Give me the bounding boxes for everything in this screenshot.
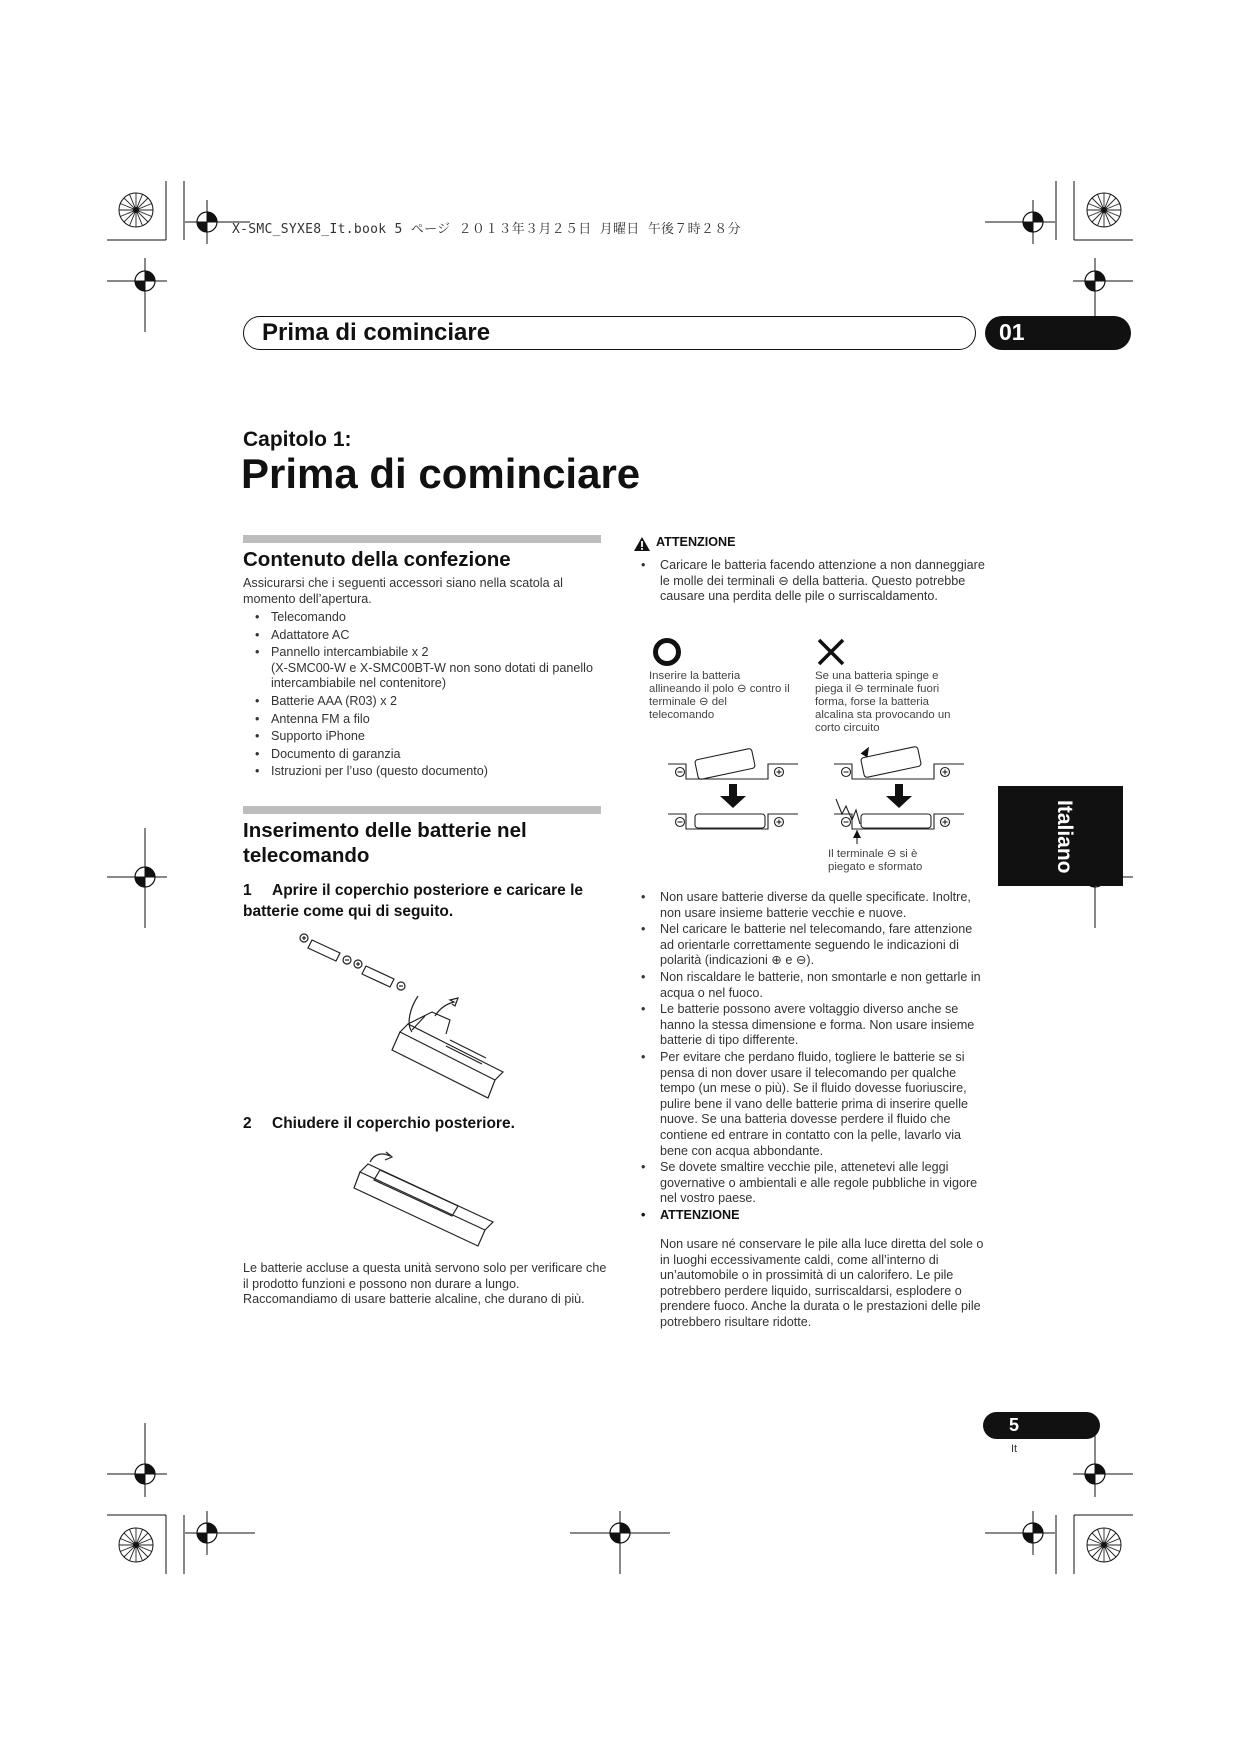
correct-circle-icon — [652, 637, 682, 667]
step-1-text: Aprire il coperchio posteriore e caricare le batterie come qui di seguito. — [243, 882, 583, 920]
file-header: X-SMC_SYXE8_It.book 5 ページ ２０１３年３月２５日 月曜日 午後７時２８分 — [232, 222, 741, 237]
list-item-text: Pannello intercambiabile x 2 — [271, 645, 429, 660]
list-item: • Batterie AAA (R03) x 2 — [243, 694, 613, 710]
page-number-badge — [983, 1412, 1100, 1439]
batteries-note: Le batterie accluse a questa unità servono solo per verificare che il prodotto funzioni e possono non durare a lungo. Raccomandiamo di usare batterie alcaline, che durano di più. — [243, 1261, 607, 1307]
list-item: • Documento di garanzia — [243, 747, 613, 763]
list-item-subtext: (X-SMC00-W e X-SMC00BT-W non sono dotati di panello intercambiabile nel contenitore) — [271, 660, 593, 691]
caution-second-title: ATTENZIONE — [660, 1207, 740, 1222]
bent-terminal-caption: Il terminale ⊖ si è piegato e sformato — [828, 848, 923, 873]
battery-insert-illustration — [290, 928, 550, 1108]
chapter-number-badge — [985, 316, 1131, 350]
list-item: • Non usare batterie diverse da quelle specificate. Inoltre, non usare insieme batterie vecchie e nuove. — [637, 890, 987, 921]
step-1 — [243, 880, 603, 922]
chapter-title: Prima di cominciare — [241, 450, 641, 497]
close-cover-illustration — [350, 1150, 500, 1250]
list-item: • Se dovete smaltire vecchie pile, attenetevi alle leggi governative o ambientali e alle regole pubbliche in vigore nel vostro paese. — [637, 1160, 987, 1207]
list-item: • Le batterie possono avere voltaggio diverso anche se hanno la stessa dimensione e forma. Non usare insieme batterie di tipo differente. — [637, 1002, 987, 1049]
contents-intro: Assicurarsi che i seguenti accessori siano nella scatola al momento dell’apertura. — [243, 576, 563, 606]
caution-list — [637, 890, 987, 1224]
list-item — [637, 1208, 987, 1224]
batteries-heading: Inserimento delle batterie nel telecomando — [243, 819, 527, 867]
section-divider — [243, 806, 601, 814]
caution-second-text: Non usare né conservare le pile alla luce diretta del sole o in luoghi eccessivamente caldi, come all’interno di un’automobile o in prossimità di un calorifero. Le pile potrebbero perdere liquido, surriscaldarsi, esplodere o prendere fuoco. Anche la durata o le prestazioni delle pile potrebbero risultare ridotte. — [660, 1237, 984, 1329]
correct-caption: Inserire la batteria allineando il polo ⊖ contro il terminale ⊖ del telecomando — [649, 670, 790, 721]
wrong-before — [834, 746, 964, 779]
list-item — [243, 645, 613, 692]
contents-heading: Contenuto della confezione — [243, 548, 511, 571]
list-item: • Antenna FM a filo — [243, 712, 613, 728]
correct-after — [668, 814, 798, 829]
warning-icon — [633, 536, 651, 552]
list-item: • Per evitare che perdano fluido, togliere le batterie se si pensa di non dover usare il telecomando per qualche tempo (un mese o più). Se il fluido dovesse fuoriuscire, pulire bene il vano delle batterie prima di inserire quelle nuove. Se una batteria dovesse perdere il fluido che contiene ed entrare in contatto con la pelle, lavarlo via bene con acqua abbondante. — [637, 1050, 987, 1159]
section-header-title: Prima di cominciare — [262, 319, 491, 346]
list-item: • Nel caricare le batterie nel telecomando, fare attenzione ad orientarle correttamente seguendo le indicazioni di polarità (indicazioni ⊕ e ⊖). — [637, 922, 987, 969]
caution-title: ATTENZIONE — [656, 535, 736, 549]
section-divider — [243, 535, 601, 543]
section-header — [243, 316, 976, 350]
language-tab-label: Italiano — [1053, 800, 1076, 874]
step-1-number: 1 — [243, 882, 252, 899]
wrong-cross-icon — [816, 637, 846, 667]
list-item: • Non riscaldare le batterie, non smontarle e non gettarle in acqua o nel fuoco. — [637, 970, 987, 1001]
chapter-number: 01 — [999, 319, 1025, 345]
list-item: • Caricare le batteria facendo attenzione a non danneggiare le molle dei terminali ⊖ della batteria. Questo potrebbe causare una perdita delle pile o surriscaldamento. — [637, 558, 987, 605]
correct-before — [668, 748, 798, 780]
list-item: • Istruzioni per l’uso (questo documento) — [243, 764, 613, 780]
list-item: • Supporto iPhone — [243, 729, 613, 745]
page-number: 5 — [1009, 1415, 1020, 1435]
list-item: • Adattatore AC — [243, 628, 613, 644]
chapter-label: Capitolo 1: — [243, 428, 352, 451]
battery-terminal-diagram — [668, 744, 968, 849]
contents-list — [243, 610, 613, 782]
list-item: • Telecomando — [243, 610, 613, 626]
caution-first-list — [637, 558, 987, 606]
wrong-caption: Se una batteria spinge e piega il ⊖ terminale fuori forma, forse la batteria alcalina sta provocando un corto circuito — [815, 670, 951, 734]
step-2-number: 2 — [243, 1115, 252, 1132]
page-language-code: It — [1011, 1443, 1018, 1455]
step-2-text: Chiudere il coperchio posteriore. — [272, 1115, 515, 1132]
step-2 — [243, 1113, 603, 1134]
language-tab — [998, 786, 1123, 886]
